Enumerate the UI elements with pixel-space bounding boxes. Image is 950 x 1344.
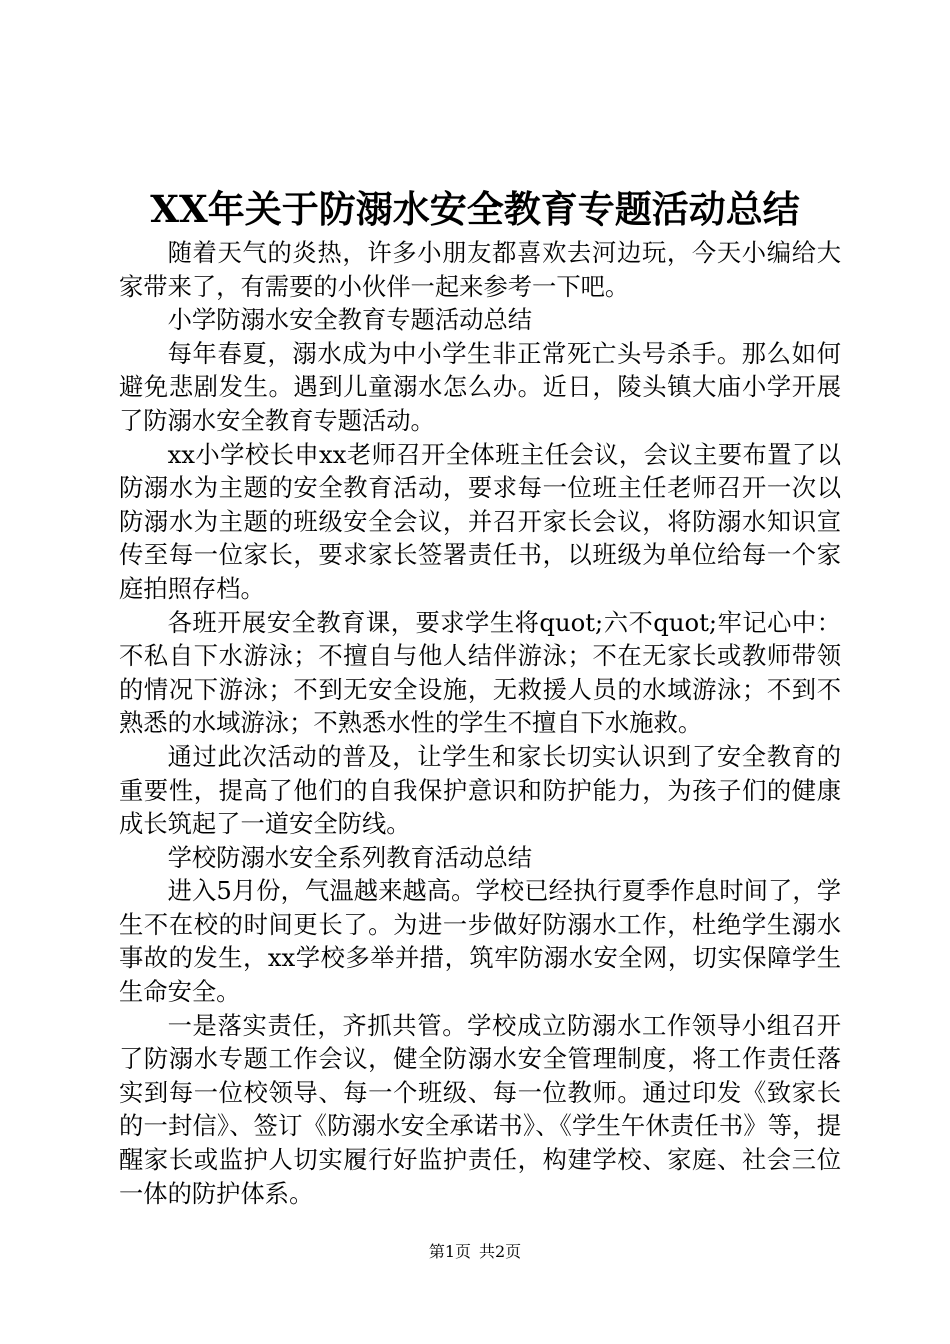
paragraph: 一是落实责任，齐抓共管。学校成立防溺水工作领导小组召开了防溺水专题工作会议，健全防溺水安全管理制度，将工作责任落实到每一位校领导、每一个班级、每一位教师。通过印发《致家长的一封信》、签订《防溺水安全承诺书》、《学生午休责任书》等，提醒家长或监护人切实履行好监护责任，构建学校、家庭、社会三位一体的防护体系。 — [119, 1010, 841, 1208]
paragraph: xx小学校长申xx老师召开全体班主任会议，会议主要布置了以防溺水为主题的安全教育活动，要求每一位班主任老师召开一次以防溺水为主题的班级安全会议，并召开家长会议，将防溺水知识宣传至每一位家长，要求家长签署责任书，以班级为单位给每一个家庭拍照存档。 — [119, 439, 841, 603]
paragraph: 进入5月份，气温越来越高。学校已经执行夏季作息时间了，学生不在校的时间更长了。为进一步做好防溺水工作，杜绝学生溺水事故的发生，xx学校多举并措，筑牢防溺水安全网，切实保障学生生命安全。 — [119, 876, 841, 1007]
section-heading-school-series: 学校防溺水安全系列教育活动总结 — [167, 842, 533, 872]
section-heading-primary-school: 小学防溺水安全教育专题活动总结 — [167, 305, 533, 335]
paragraph: 每年春夏，溺水成为中小学生非正常死亡头号杀手。那么如何避免悲剧发生。遇到儿童溺水怎么办。近日，陵头镇大庙小学开展了防溺水安全教育专题活动。 — [119, 338, 841, 435]
document-body — [119, 236, 841, 1210]
paragraph: 通过此次活动的普及，让学生和家长切实认识到了安全教育的重要性，提高了他们的自我保护意识和防护能力，为孩子们的健康成长筑起了一道安全防线。 — [119, 741, 841, 839]
paragraph-intro: 随着天气的炎热，许多小朋友都喜欢去河边玩，今天小编给大家带来了，有需要的小伙伴一起来参考一下吧。 — [119, 238, 841, 301]
page-total: 共2页 — [479, 1242, 522, 1261]
document-title: XX年关于防溺水安全教育专题活动总结 — [150, 187, 800, 231]
page-footer — [0, 1240, 950, 1264]
page-number: 第1页 — [428, 1242, 471, 1261]
paragraph: 各班开展安全教育课，要求学生将quot;六不quot;牢记心中：不私自下水游泳；不擅自与他人结伴游泳；不在无家长或教师带领的情况下游泳；不到无安全设施，无救援人员的水域游泳；不到不熟悉的水域游泳；不熟悉水性的学生不擅自下水施救。 — [119, 607, 841, 738]
